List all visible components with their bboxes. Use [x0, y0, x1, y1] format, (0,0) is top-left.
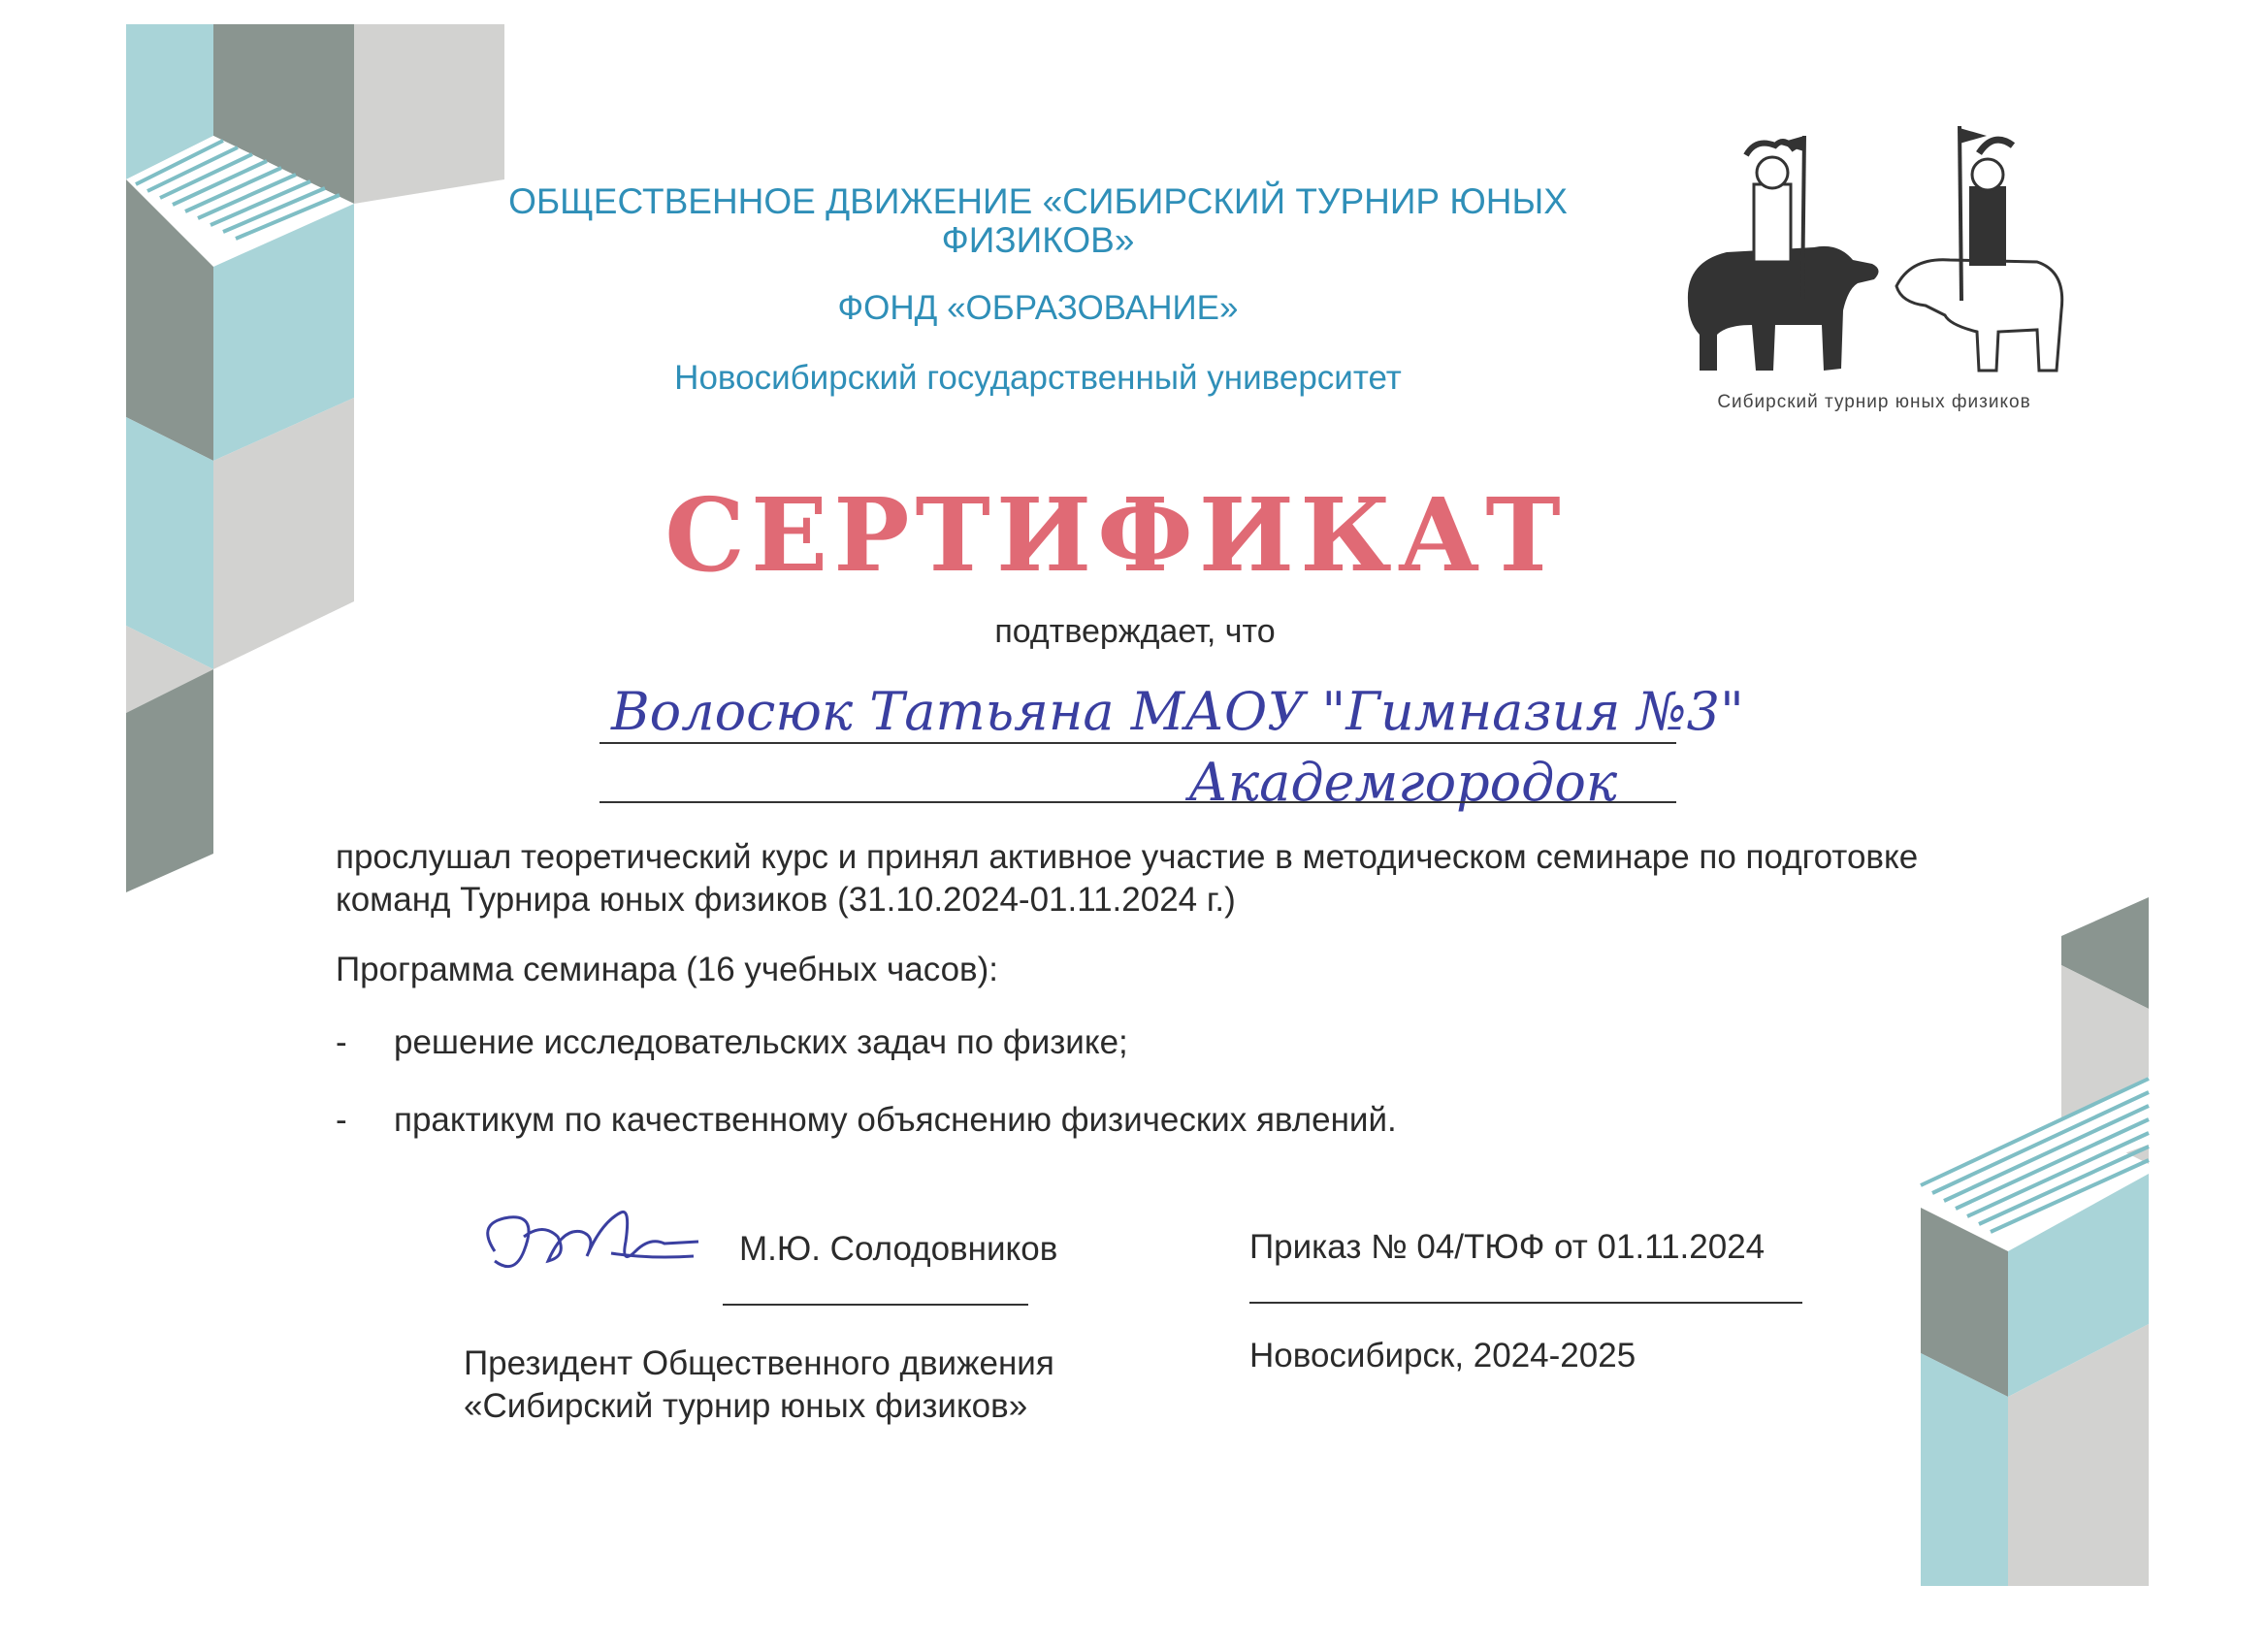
- recipient-underline-1: [599, 742, 1676, 744]
- program-item: - практикум по качественному объяснению физических явлений.: [336, 1101, 1397, 1139]
- place-year: Новосибирск, 2024-2025: [1249, 1337, 1636, 1374]
- signature-scribble: [466, 1183, 708, 1300]
- knights-on-bears-icon: [1669, 116, 2076, 398]
- recipient-line-2: Академгородок: [1188, 752, 1618, 813]
- program-item: - решение исследовательских задач по физике;: [336, 1023, 1128, 1061]
- recipient-line-1: Волосюк Татьяна МАОУ "Гимназия №3": [611, 681, 1744, 742]
- order-line: [1249, 1302, 1802, 1304]
- logo-caption: Сибирский турнир юных физиков: [1717, 392, 2031, 412]
- header-org-movement: ОБЩЕСТВЕННОЕ ДВИЖЕНИЕ «СИБИРСКИЙ ТУРНИР ЮНЫХ ФИЗИКОВ»: [508, 181, 1568, 260]
- signature-line: [723, 1304, 1028, 1306]
- confirms-text: подтверждает, что: [994, 613, 1276, 650]
- header-foundation: ФОНД «ОБРАЗОВАНИЕ»: [837, 289, 1239, 327]
- certificate-title: СЕРТИФИКАТ: [664, 475, 1567, 595]
- program-item-text: решение исследовательских задач по физике;: [394, 1023, 1128, 1061]
- statement-text: прослушал теоретический курс и принял активное участие в методическом семинаре по подготовке команд Турнира юных физиков (31.10.2024-01.11.2024 г.): [336, 838, 1919, 919]
- order-text: Приказ № 04/ТЮФ от 01.11.2024: [1249, 1228, 1766, 1266]
- signer-position-2: «Сибирский турнир юных физиков»: [464, 1387, 1028, 1425]
- right-cube-decoration: [1901, 892, 2268, 1591]
- program-item-text: практикум по качественному объяснению физических явлений.: [394, 1101, 1397, 1139]
- recipient-underline-2: [599, 801, 1676, 803]
- signer-name: М.Ю. Солодовников: [739, 1230, 1058, 1268]
- left-cube-decoration: [0, 0, 543, 912]
- program-title: Программа семинара (16 учебных часов):: [336, 951, 999, 988]
- header-university: Новосибирский государственный университет: [674, 359, 1402, 397]
- signer-position-1: Президент Общественного движения: [464, 1344, 1054, 1382]
